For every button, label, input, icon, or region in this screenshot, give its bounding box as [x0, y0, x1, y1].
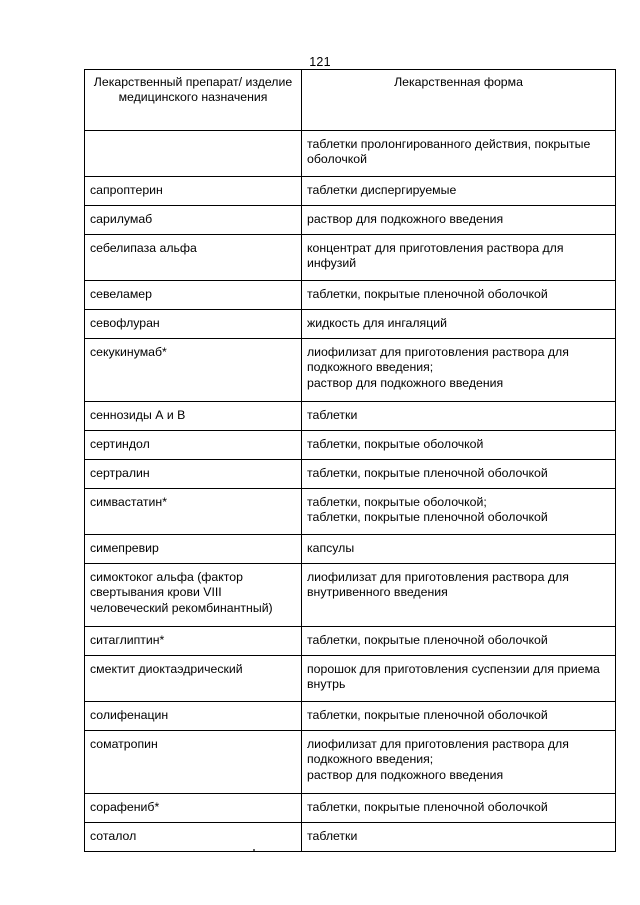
- dosage-form-cell: порошок для приготовления суспензии для приема внутрь: [302, 656, 616, 702]
- drug-name-cell: симвастатин*: [85, 489, 302, 535]
- page-number: 121: [309, 55, 331, 69]
- drug-name-cell: сертралин: [85, 460, 302, 489]
- drug-name-cell: соталол: [85, 823, 302, 852]
- dosage-form-cell: лиофилизат для приготовления раствора для внутривенного введения: [302, 564, 616, 627]
- drug-name-cell: севофлуран: [85, 310, 302, 339]
- header-drug: Лекарственный препарат/ изделие медицинского назначения: [85, 70, 302, 131]
- dosage-form-cell: таблетки, покрытые пленочной оболочкой: [302, 460, 616, 489]
- table-row: [85, 702, 616, 731]
- drug-name-cell: сеннозиды А и В: [85, 402, 302, 431]
- table-row: [85, 431, 616, 460]
- page-mark: [253, 849, 255, 851]
- drug-name-cell: сорафениб*: [85, 794, 302, 823]
- table-row: [85, 731, 616, 794]
- drug-name-cell: секукинумаб*: [85, 339, 302, 402]
- dosage-form-cell: таблетки, покрытые пленочной оболочкой: [302, 794, 616, 823]
- dosage-form-cell: концентрат для приготовления раствора для инфузий: [302, 235, 616, 281]
- dosage-form-cell: таблетки, покрытые пленочной оболочкой: [302, 627, 616, 656]
- drug-name-cell: сертиндол: [85, 431, 302, 460]
- table-row: [85, 564, 616, 627]
- dosage-form-cell: таблетки, покрытые оболочкой; таблетки, покрытые пленочной оболочкой: [302, 489, 616, 535]
- drug-name-cell: солифенацин: [85, 702, 302, 731]
- dosage-form-cell: таблетки пролонгированного действия, покрытые оболочкой: [302, 131, 616, 177]
- drug-name-cell: симоктоког альфа (фактор свертывания крови VIII человеческий рекомбинантный): [85, 564, 302, 627]
- table-row: [85, 460, 616, 489]
- drug-name-cell: севеламер: [85, 281, 302, 310]
- dosage-form-cell: таблетки: [302, 823, 616, 852]
- table-row: [85, 206, 616, 235]
- drug-name-cell: сарилумаб: [85, 206, 302, 235]
- dosage-form-cell: лиофилизат для приготовления раствора для подкожного введения; раствор для подкожного введения: [302, 339, 616, 402]
- table-row: [85, 235, 616, 281]
- drug-name-cell: себелипаза альфа: [85, 235, 302, 281]
- table-row: [85, 402, 616, 431]
- drug-name-cell: сапроптерин: [85, 177, 302, 206]
- table-row: [85, 794, 616, 823]
- table-row: [85, 535, 616, 564]
- dosage-form-cell: таблетки: [302, 402, 616, 431]
- table-row: [85, 823, 616, 852]
- dosage-form-cell: таблетки, покрытые пленочной оболочкой: [302, 702, 616, 731]
- table-row: [85, 177, 616, 206]
- table-row: [85, 281, 616, 310]
- drug-name-cell: ситаглиптин*: [85, 627, 302, 656]
- drug-name-cell: симепревир: [85, 535, 302, 564]
- drug-name-cell: смектит диоктаэдрический: [85, 656, 302, 702]
- dosage-form-cell: жидкость для ингаляций: [302, 310, 616, 339]
- header-form: Лекарственная форма: [302, 70, 616, 131]
- table-row: [85, 656, 616, 702]
- dosage-form-cell: лиофилизат для приготовления раствора для подкожного введения; раствор для подкожного введения: [302, 731, 616, 794]
- drug-name-cell: [85, 131, 302, 177]
- table-row: [85, 489, 616, 535]
- table-body: [85, 131, 616, 852]
- table-row: [85, 310, 616, 339]
- drug-table: [84, 69, 616, 852]
- dosage-form-cell: таблетки диспергируемые: [302, 177, 616, 206]
- drug-name-cell: соматропин: [85, 731, 302, 794]
- table-row: [85, 627, 616, 656]
- dosage-form-cell: раствор для подкожного введения: [302, 206, 616, 235]
- table-header-row: [85, 70, 616, 131]
- table-row: [85, 339, 616, 402]
- dosage-form-cell: капсулы: [302, 535, 616, 564]
- table-row: [85, 131, 616, 177]
- dosage-form-cell: таблетки, покрытые оболочкой: [302, 431, 616, 460]
- dosage-form-cell: таблетки, покрытые пленочной оболочкой: [302, 281, 616, 310]
